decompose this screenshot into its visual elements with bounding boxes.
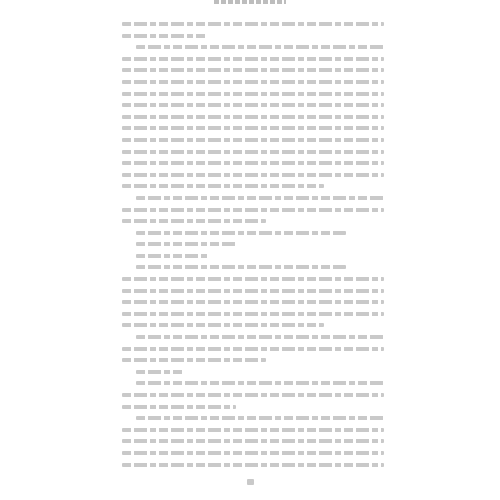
text-line xyxy=(122,331,384,343)
text-line xyxy=(122,64,384,76)
text-line xyxy=(122,157,384,169)
text-line xyxy=(122,401,384,413)
running-header-mark xyxy=(214,0,286,4)
text-line xyxy=(122,366,384,378)
text-line xyxy=(122,215,384,227)
text-line xyxy=(122,296,384,308)
body-text xyxy=(122,18,384,468)
text-line xyxy=(122,389,384,401)
dialogue-line xyxy=(122,261,384,273)
paragraph xyxy=(122,192,384,227)
text-line xyxy=(122,111,384,123)
text-line xyxy=(122,227,384,239)
paragraph xyxy=(122,41,384,192)
dialogue-line xyxy=(122,238,384,250)
text-line xyxy=(122,250,384,262)
text-line xyxy=(122,192,384,204)
text-line xyxy=(122,377,384,389)
text-line xyxy=(122,308,384,320)
text-line xyxy=(122,459,384,468)
text-line xyxy=(122,180,384,192)
running-header xyxy=(0,0,500,6)
paragraph xyxy=(122,412,384,468)
text-line xyxy=(122,122,384,134)
text-line xyxy=(122,447,384,459)
text-line xyxy=(122,134,384,146)
text-line xyxy=(122,169,384,181)
text-line xyxy=(122,76,384,88)
text-line xyxy=(122,88,384,100)
text-line xyxy=(122,146,384,158)
text-line xyxy=(122,41,384,53)
page-number xyxy=(0,478,500,488)
page-number-mark xyxy=(247,479,254,485)
dialogue-line xyxy=(122,366,384,378)
text-line xyxy=(122,261,384,273)
text-line xyxy=(122,204,384,216)
dialogue-line xyxy=(122,377,384,412)
text-line xyxy=(122,412,384,424)
text-line xyxy=(122,354,384,366)
text-line xyxy=(122,435,384,447)
text-line xyxy=(122,285,384,297)
text-line xyxy=(122,30,384,42)
text-line xyxy=(122,424,384,436)
paragraph xyxy=(122,18,384,41)
text-line xyxy=(122,18,384,30)
dialogue-line xyxy=(122,250,384,262)
text-line xyxy=(122,99,384,111)
text-line xyxy=(122,273,384,285)
text-line xyxy=(122,343,384,355)
text-line xyxy=(122,319,384,331)
dialogue-line xyxy=(122,331,384,366)
paragraph xyxy=(122,273,384,331)
text-line xyxy=(122,238,384,250)
paragraph xyxy=(122,227,384,239)
text-line xyxy=(122,53,384,65)
